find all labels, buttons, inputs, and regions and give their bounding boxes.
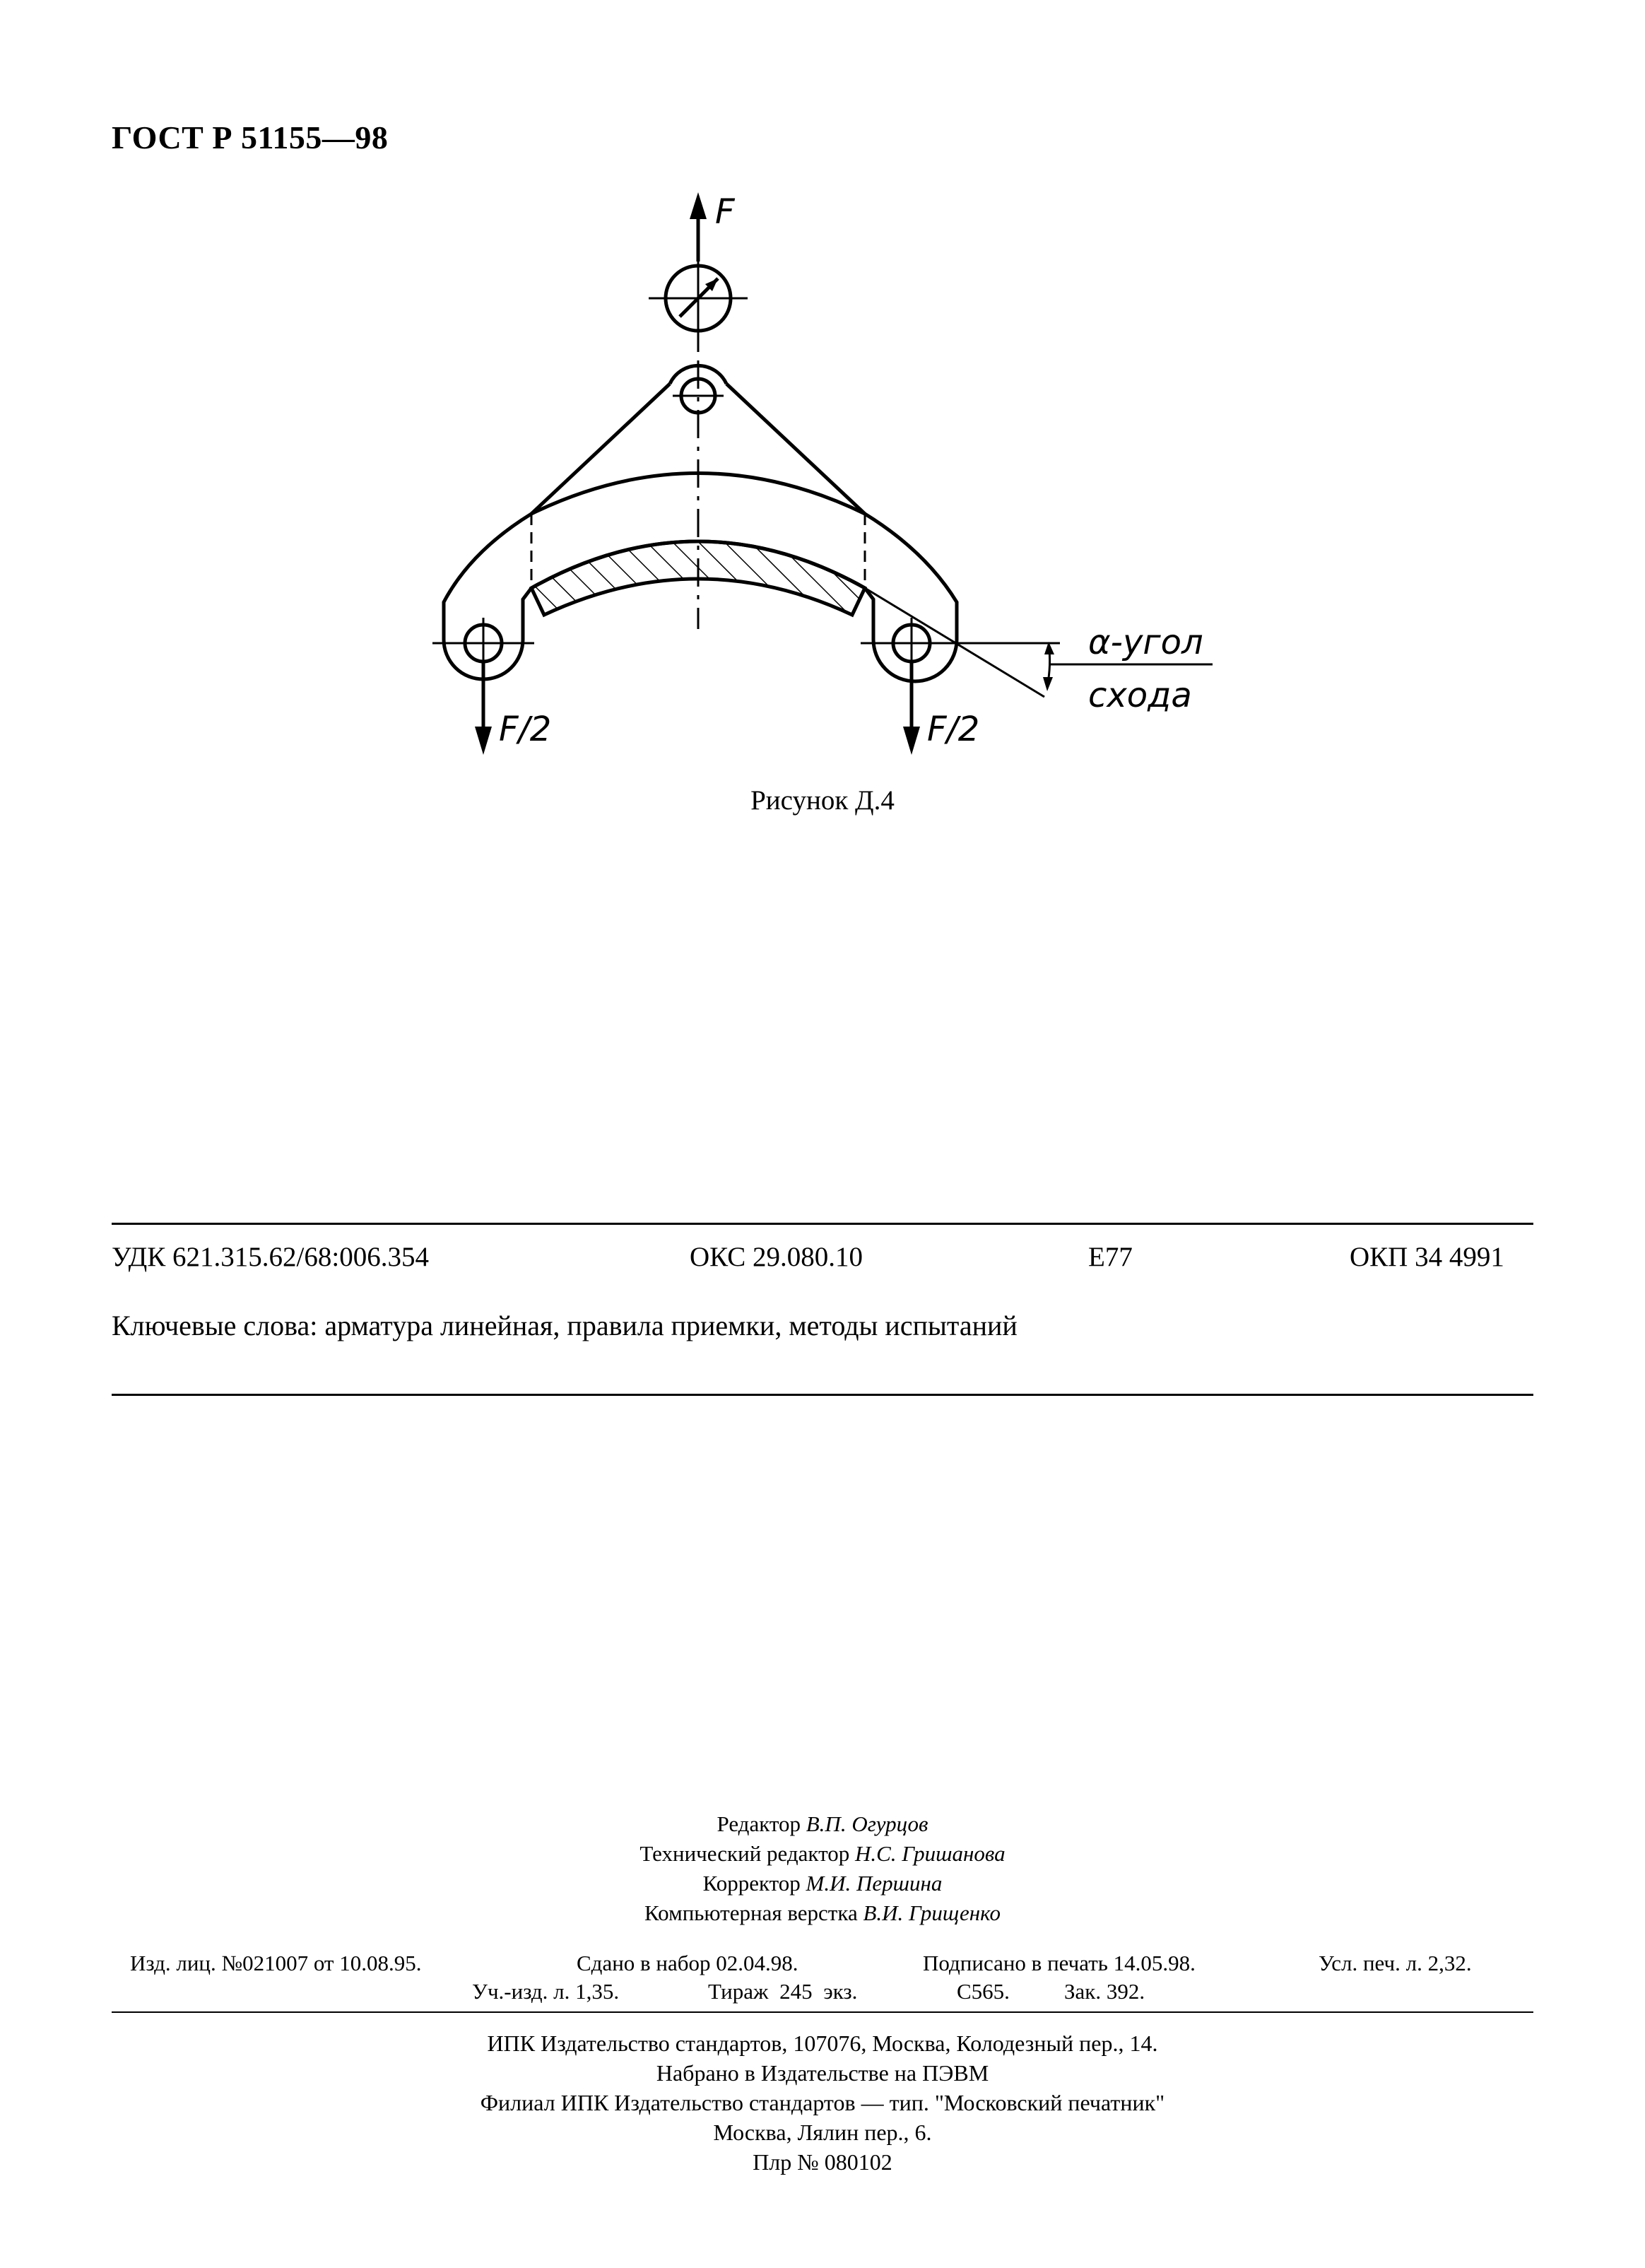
divider-keywords [112,1394,1533,1396]
angle-arrowhead-bottom [1043,677,1053,691]
figure-d4-drawing [396,177,1244,770]
print-code: С565. [957,1979,1010,2004]
imprint-line: Набрано в Издательстве на ПЭВМ [656,2060,989,2086]
half-force-label-left: F/2 [499,710,552,749]
imprint-line: Филиал ИПК Издательство стандартов — тип. "Московский печатник" [480,2090,1165,2115]
group-code: Е77 [1088,1242,1133,1272]
force-arrowhead-up [690,192,707,219]
angle-label-line1: α-угол [1088,623,1203,662]
license: Изд. лиц. №021007 от 10.08.95. [130,1951,422,1975]
credit-layout: Компьютерная верстка В.И. Грищенко [644,1900,1001,1925]
udk-code: УДК 621.315.62/68:006.354 [112,1242,429,1272]
order-number: Зак. 392. [1064,1979,1145,2004]
left-bottom-eye [432,618,534,669]
figure-caption: Рисунок Д.4 [750,785,895,816]
pub-sheets: Уч.-изд. л. 1,35. [472,1979,620,2004]
signed-date: Подписано в печать 14.05.98. [923,1951,1196,1975]
print-sheets: Усл. печ. л. 2,32. [1319,1951,1472,1975]
okp-code: ОКП 34 4991 [1350,1242,1504,1272]
submitted-date: Сдано в набор 02.04.98. [577,1951,798,1975]
angle-label-line2: схода [1088,676,1192,715]
imprint-line: ИПК Издательство стандартов, 107076, Москва, Колодезный пер., 14. [487,2031,1158,2056]
divider-imprint [112,2011,1533,2013]
credits-block [0,1809,1645,1928]
yoke-arm-left [531,384,670,514]
divider-top [112,1223,1533,1225]
credit-tech-editor: Технический редактор Н.С. Гришанова [639,1841,1006,1866]
imprint-block [0,2028,1645,2177]
force-label: F [715,192,735,232]
document-code: ГОСТ Р 51155—98 [112,119,389,155]
imprint-line: Москва, Лялин пер., 6. [713,2120,932,2145]
hatched-section [531,541,865,615]
dynamometer-symbol [649,249,748,348]
yoke-arm-right [726,384,865,514]
oks-code: ОКС 29.080.10 [690,1242,863,1272]
print-run: Тираж 245 экз. [708,1979,858,2004]
imprint-line: Плр № 080102 [753,2149,892,2175]
half-force-arrowhead-left [475,727,492,755]
keywords: Ключевые слова: арматура линейная, правила приемки, методы испытаний [112,1310,1018,1341]
credit-proofreader: Корректор М.И. Першина [702,1871,943,1896]
half-force-arrowhead-right [903,727,920,755]
half-force-label-right: F/2 [927,710,980,749]
credit-editor: Редактор В.П. Огурцов [717,1811,928,1836]
